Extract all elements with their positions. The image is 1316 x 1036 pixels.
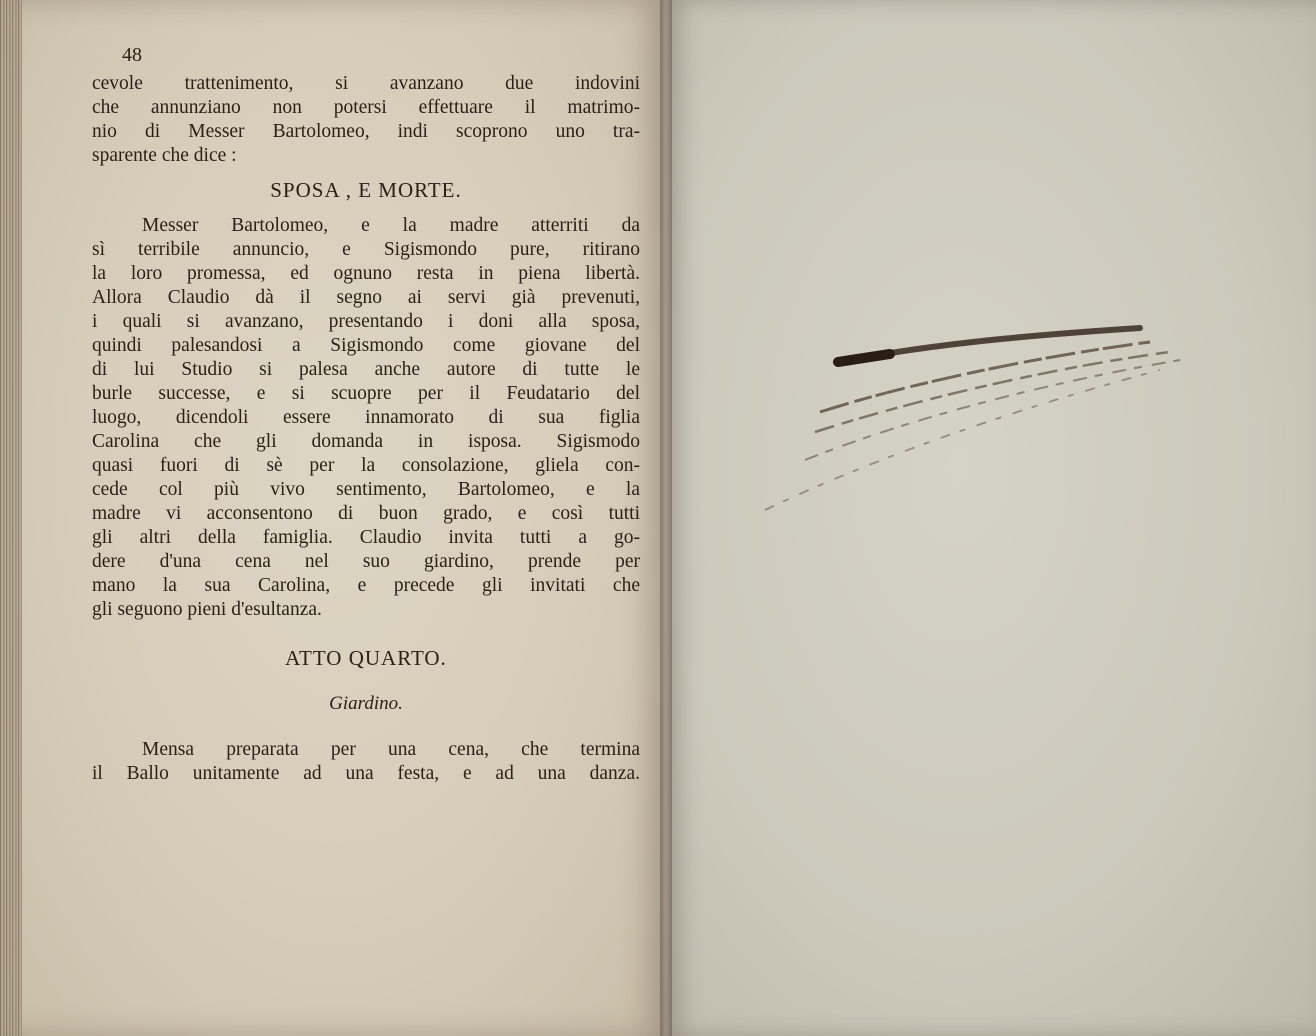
- text-line: luogo, dicendoli essere innamorato di sua figlia: [92, 407, 640, 428]
- text-line: Carolina che gli domanda in isposa. Sigismodo: [92, 431, 640, 452]
- text-line: sparente che dice :: [92, 145, 237, 166]
- text-line: quindi palesandosi a Sigismondo come giovane del: [92, 335, 640, 356]
- paragraph-3: [92, 738, 640, 786]
- page-text: [92, 72, 640, 786]
- heading-sposa-e-morte: SPOSA , E MORTE.: [270, 178, 462, 202]
- text-line: burle successe, e si scuopre per il Feudatario del: [92, 383, 640, 404]
- paragraph-2: [92, 214, 640, 622]
- text-line: Allora Claudio dà il segno ai servi già prevenuti,: [92, 287, 640, 308]
- text-line: il Ballo unitamente ad una festa, e ad una danza.: [92, 763, 640, 784]
- text-line: i quali si avanzano, presentando i doni alla sposa,: [92, 311, 640, 332]
- text-line: che annunziano non potersi effettuare il matrimo-: [92, 97, 640, 118]
- text-line: quasi fuori di sè per la consolazione, gliela con-: [92, 455, 640, 476]
- text-line: di lui Studio si palesa anche autore di tutte le: [92, 359, 640, 380]
- text-line: dere d'una cena nel suo giardino, prende per: [92, 551, 640, 572]
- scene-label: Giardino.: [329, 693, 403, 714]
- text-line: gli altri della famiglia. Claudio invita tutti a go-: [92, 527, 640, 548]
- text-line: cevole trattenimento, si avanzano due indovini: [92, 73, 640, 94]
- book-gutter: [660, 0, 672, 1036]
- heading-atto-quarto: ATTO QUARTO.: [285, 646, 447, 670]
- text-line: mano la sua Carolina, e precede gli invitati che: [92, 575, 640, 596]
- ink-stain: [750, 310, 1200, 530]
- text-line: madre vi acconsentono di buon grado, e così tutti: [92, 503, 640, 524]
- text-line: Mensa preparata per una cena, che termina: [142, 739, 640, 760]
- page-edges: [0, 0, 22, 1036]
- text-line: gli seguono pieni d'esultanza.: [92, 599, 322, 620]
- text-line: sì terribile annuncio, e Sigismondo pure, ritirano: [92, 239, 640, 260]
- page-number: 48: [122, 44, 142, 66]
- paragraph-1: [92, 72, 640, 168]
- text-line: cede col più vivo sentimento, Bartolomeo, e la: [92, 479, 640, 500]
- text-line: la loro promessa, ed ognuno resta in piena libertà.: [92, 263, 640, 284]
- text-line: nio di Messer Bartolomeo, indi scoprono uno tra-: [92, 121, 640, 142]
- text-line: Messer Bartolomeo, e la madre atterriti da: [142, 215, 640, 236]
